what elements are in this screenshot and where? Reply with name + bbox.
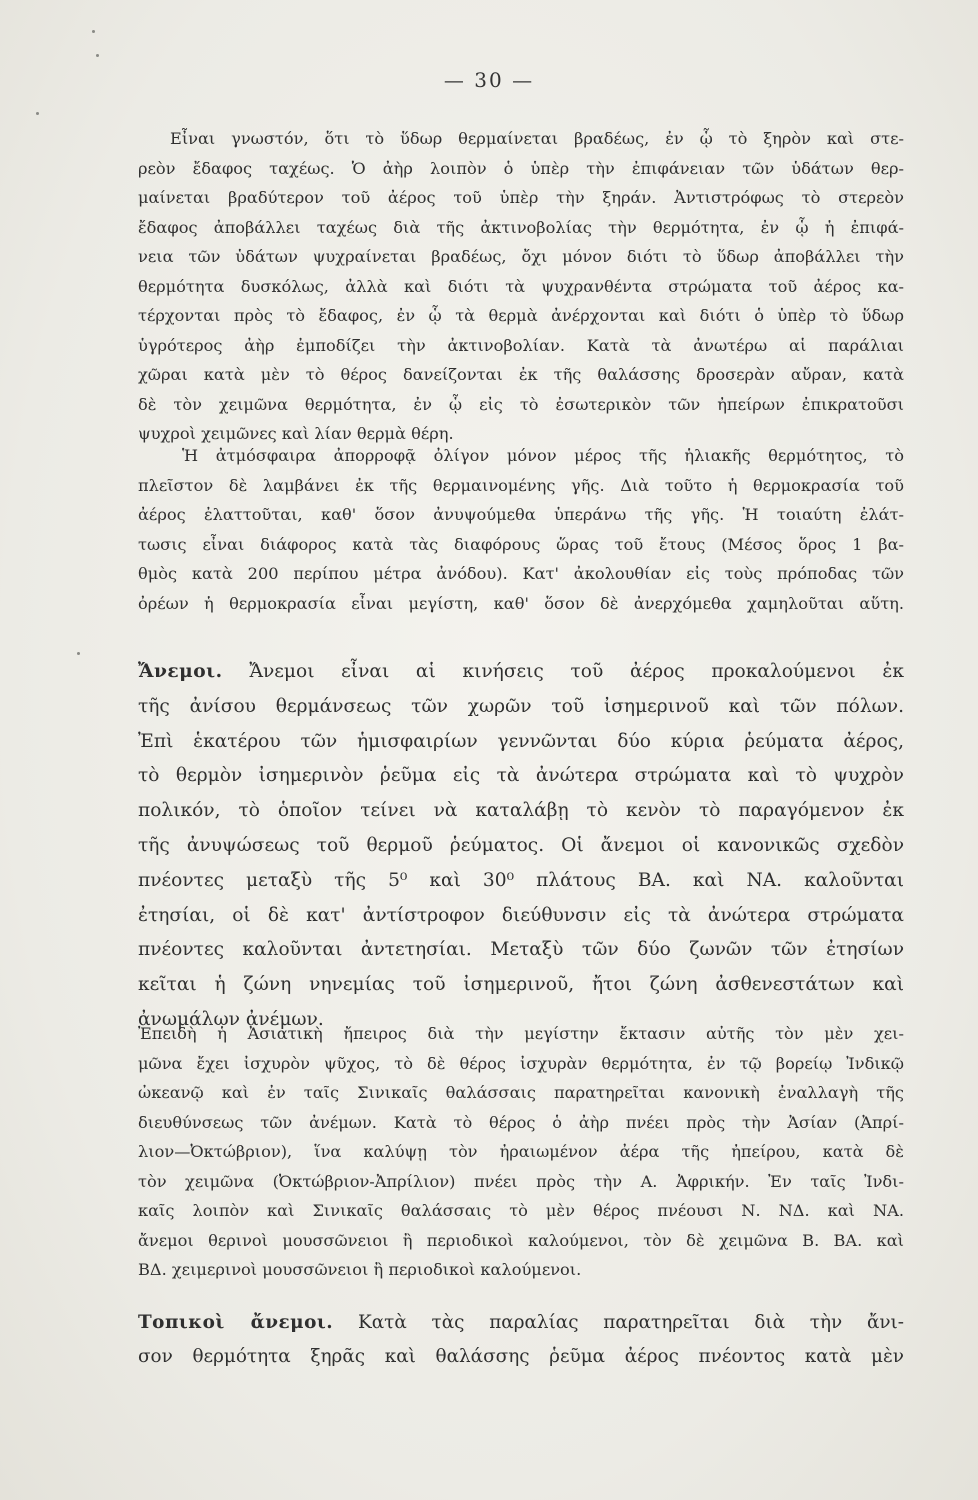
page-number: — 30 —: [443, 68, 535, 92]
paragraph-atmosphere: [138, 441, 904, 618]
text-line: μῶνα ἔχει ἰσχυρὸν ψῦχος, τὸ δὲ θέρος ἰσχυρὰν θερμότητα, ἐν τῷ βορείῳ Ἰνδικῷ: [138, 1053, 904, 1073]
text-line: νεια τῶν ὑδάτων ψυχραίνεται βραδέως, ὄχι μόνον διότι τὸ ὕδωρ ἀποβάλλει τὴν: [138, 247, 904, 266]
section-heading-winds: Ἄνεμοι.: [138, 661, 223, 682]
text-line: τέρχονται πρὸς τὸ ἔδαφος, ἐν ᾧ τὰ θερμὰ ἀνέρχονται καὶ διότι ὁ ὑπὲρ τὸ ὕδωρ: [138, 306, 904, 325]
text-line: πολικόν, τὸ ὁποῖον τείνει νὰ καταλάβῃ τὸ κενὸν τὸ παραγόμενον ἐκ: [138, 800, 904, 822]
paper-speck: [77, 652, 80, 655]
text-line: χῶραι κατὰ μὲν τὸ θέρος δανείζονται ἐκ τῆς θαλάσσης δροσερὰν αὔραν, κατὰ: [138, 365, 904, 384]
text-line: διευθύνσεως τῶν ἀνέμων. Κατὰ τὸ θέρος ὁ ἀὴρ πνέει πρὸς τὴν Ἀσίαν (Ἀπρί-: [138, 1112, 904, 1132]
text-line: τὸν χειμῶνα (Ὀκτώβριον-Ἀπρίλιον) πνέει πρὸς τὴν Α. Ἀφρικήν. Ἐν ταῖς Ἰνδι-: [138, 1171, 904, 1191]
text-line: τωσις εἶναι διάφορος κατὰ τὰς διαφόρους ὥρας τοῦ ἔτους (Μέσος ὅρος 1 βα-: [138, 534, 904, 554]
text-line: θερμότητα δυσκόλως, ἀλλὰ καὶ διότι τὰ ψυχρανθέντα στρώματα τοῦ ἀέρος κα-: [138, 276, 904, 296]
text-line: πνέοντες καλοῦνται ἀντετησίαι. Μεταξὺ τῶν δύο ζωνῶν τῶν ἐτησίων: [138, 939, 904, 961]
text-line: Ἡ ἀτμόσφαιρα ἀπορροφᾷ ὀλίγον μόνον μέρος τῆς ἡλιακῆς θερμότητος, τὸ: [182, 446, 904, 465]
text-line: πλεῖστον δὲ λαμβάνει ἐκ τῆς θερμαινομένης γῆς. Διὰ τοῦτο ἡ θερμοκρασία τοῦ: [138, 475, 904, 495]
text-line: ρεὸν ἔδαφος ταχέως. Ὁ ἀὴρ λοιπὸν ὁ ὑπὲρ τὴν ἐπιφάνειαν τῶν ὑδάτων θερ-: [138, 158, 904, 178]
paper-speck: [96, 54, 99, 57]
text-line: ἔδαφος ἀποβάλλει ταχέως διὰ τῆς ἀκτινοβολίας τὴν θερμότητα, ἐν ᾧ ἡ ἐπιφά-: [138, 217, 904, 237]
text-line: κεῖται ἡ ζώνη νηνεμίας τοῦ ἰσημερινοῦ, ἤτοι ζώνη ἀσθενεστάτων καὶ: [138, 974, 904, 996]
text-line: Ἐπειδὴ ἡ Ἀσιατικὴ ἤπειρος διὰ τὴν μεγίστην ἔκτασιν αὐτῆς τὸν μὲν χει-: [138, 1024, 904, 1043]
text-line: ἐτησίαι, οἱ δὲ κατ' ἀντίστροφον διεύθυνσιν εἰς τὰ ἀνώτερα στρώματα: [138, 904, 904, 926]
text-line: Εἶναι γνωστόν, ὅτι τὸ ὕδωρ θερμαίνεται βραδέως, ἐν ᾧ τὸ ξηρὸν καὶ στε-: [170, 129, 904, 148]
text-line: ἀέρος ἐλαττοῦται, καθ' ὅσον ἀνυψούμεθα ὑπεράνω τῆς γῆς. Ἡ τοιαύτη ἐλάτ-: [138, 505, 904, 524]
text-line: ΒΔ. χειμερινοὶ μουσσῶνειοι ἢ περιοδικοὶ καλούμενοι.: [138, 1260, 582, 1279]
text-line: τῆς ἀνίσου θερμάνσεως τῶν χωρῶν τοῦ ἰσημερινοῦ καὶ τῶν πόλων.: [138, 695, 904, 717]
text-line: [138, 1306, 904, 1340]
paper-speck: [36, 112, 39, 115]
text-line: ὀρέων ἡ θερμοκρασία εἶναι μεγίστη, καθ' ὅσον δὲ ἀνερχόμεθα χαμηλοῦται αὕτη.: [138, 593, 904, 613]
text-line: ψυχροὶ χειμῶνες καὶ λίαν θερμὰ θέρη.: [138, 424, 454, 443]
text-line: Ἐπὶ ἑκατέρου τῶν ἡμισφαιρίων γεννῶνται δύο κύρια ῥεύματα ἀέρος,: [138, 730, 904, 752]
text-line: λιον—Ὀκτώβριον), ἵνα καλύψῃ τὸν ἠραιωμένον ἀέρα τῆς ἠπείρου, κατὰ δὲ: [138, 1142, 904, 1161]
text-line: [138, 655, 904, 690]
section-heading-local-winds: Τοπικοὶ ἄνεμοι.: [138, 1312, 334, 1333]
text-line: καῖς λοιπὸν καὶ Σινικαῖς θαλάσσαις τὸ μὲν θέρος πνέουσι Ν. ΝΔ. καὶ ΝΑ.: [138, 1201, 904, 1220]
text-line: ἄνεμοι θερινοὶ μουσσῶνειοι ἢ περιοδικοὶ καλούμενοι, τὸν δὲ χειμῶνα Β. ΒΑ. καὶ: [138, 1230, 904, 1250]
text-line: μαίνεται βραδύτερον τοῦ ἀέρος τοῦ ὑπὲρ τὴν ξηράν. Ἀντιστρόφως τὸ στερεὸν: [138, 188, 904, 207]
text-segment: Κατὰ τὰς παραλίας παρατηρεῖται διὰ τὴν ἄνι-: [358, 1312, 904, 1333]
text-line: θμὸς κατὰ 200 περίπου μέτρα ἀνόδου). Κατ' ἀκολουθίαν εἰς τοὺς πρόποδας τῶν: [138, 564, 904, 583]
text-line: ἀνωμάλων ἀνέμων.: [138, 1008, 324, 1030]
text-line: ὑγρότερος ἀὴρ ἐμποδίζει τὴν ἀκτινοβολίαν. Κατὰ τὰ ἀνωτέρω αἱ παράλιαι: [138, 335, 904, 355]
paragraph-monsoons: [138, 1019, 904, 1285]
text-line: πνέοντες μεταξὺ τῆς 5⁰ καὶ 30⁰ πλάτους ΒΑ. καὶ ΝΑ. καλοῦνται: [138, 869, 904, 891]
text-line: ὠκεανῷ καὶ ἐν ταῖς Σινικαῖς θαλάσσαις παρατηρεῖται κανονικὴ ἐναλλαγὴ τῆς: [138, 1083, 904, 1102]
paper-speck: [92, 30, 95, 33]
section-local-winds: [138, 1306, 904, 1374]
paragraph-water-heating: [138, 124, 904, 449]
text-line: δὲ τὸν χειμῶνα θερμότητα, ἐν ᾧ εἰς τὸ ἐσωτερικὸν τῶν ἠπείρων ἐπικρατοῦσι: [138, 394, 904, 414]
text-line: σον θερμότητα ξηρᾶς καὶ θαλάσσης ῥεῦμα ἀέρος πνέοντος κατὰ μὲν: [138, 1346, 904, 1367]
section-winds: [138, 655, 904, 1038]
text-line: τὸ θερμὸν ἰσημερινὸν ῥεῦμα εἰς τὰ ἀνώτερα στρώματα καὶ τὸ ψυχρὸν: [138, 765, 904, 787]
text-line: τῆς ἀνυψώσεως τοῦ θερμοῦ ῥεύματος. Οἱ ἄνεμοι οἱ κανονικῶς σχεδὸν: [138, 834, 904, 856]
text-segment: Ἄνεμοι εἶναι αἱ κινήσεις τοῦ ἀέρος προκαλούμενοι ἐκ: [249, 661, 904, 682]
